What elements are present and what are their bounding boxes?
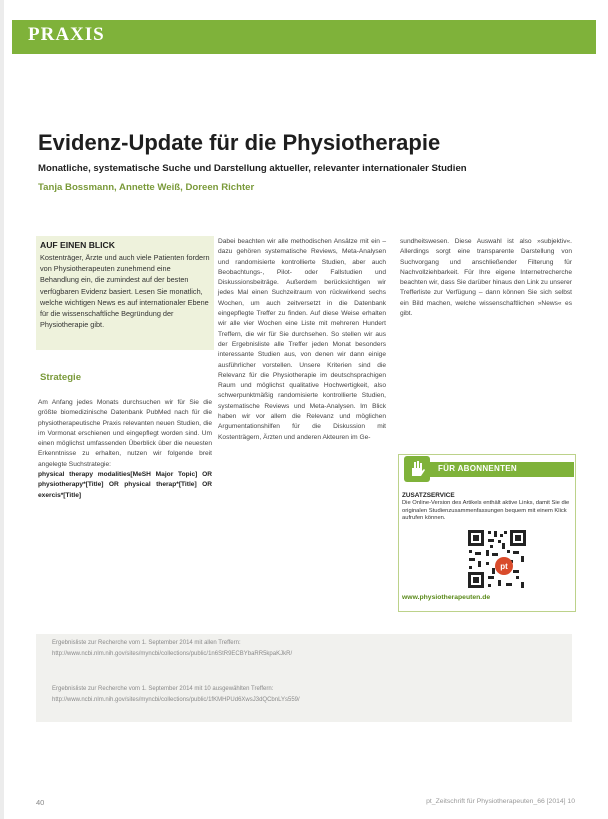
search-results-note-2: Ergebnisliste zur Recherche vom 1. September 2014 mit 10 ausgewählten Treffern: — [52, 686, 274, 692]
article-title: Evidenz-Update für die Physiotherapie — [38, 130, 441, 155]
body-column-1 — [38, 398, 212, 501]
article-subtitle: Monatliche, systematische Suche und Darstellung aktueller, relevanter internationaler Studien — [38, 163, 467, 174]
search-results-link-1[interactable]: http://www.ncbi.nlm.nih.gov/sites/myncbi/collections/public/1n6StR9ECBYbaRR5kpaKJkR/ — [52, 651, 293, 657]
journal-footer: pt_Zeitschrift für Physiotherapeuten_66 [2014] 10 — [426, 798, 575, 805]
column-1-text: Am Anfang jedes Monats durchsuchen wir für Sie die größte biomedizinische Datenbank PubMed nach für die physiotherapeutische Praxis relevanten neuen Studien, die im Vormonat erschienen und eingepflegt worden sind. Um einen möglichst umfassenden Überblick über die neuesten Erkenntnisse zu erhalten, nutzen wir folgende breit angelegte Suchstrategie: — [38, 399, 212, 468]
svg-text:pt: pt — [500, 562, 508, 571]
summary-box-text: Kostenträger, Ärzte und auch viele Patienten fordern von Physiotherapeuten zunehmend eine Behandlung ein, die zumindest auf der besten verfügbaren Evidenz basiert. Lesen Sie monatlich, welche wichtigen News es auf internationaler Ebene für die wissenschaftliche Begründung der Physiotherapie gibt. — [40, 253, 210, 330]
website-link[interactable]: www.physiotherapeuten.de — [402, 594, 491, 601]
section-label: PRAXIS — [28, 24, 105, 45]
page-number: 40 — [36, 798, 45, 807]
search-results-note-1: Ergebnisliste zur Recherche vom 1. September 2014 mit allen Treffern: — [52, 640, 241, 646]
search-results-box — [36, 634, 572, 722]
subscriber-bar-label: FÜR ABONNENTEN — [438, 464, 518, 473]
qr-code-icon[interactable] — [466, 528, 528, 590]
body-column-3: sundheitswesen. Diese Auswahl ist also »subjektiv«. Allerdings sorgt eine transparente Darstellung von Suchvorgang und anschließender Filterung für Nachvollziehbarkeit. Für Ihre eigene Internetrecherche beachten wir, dass Sie darüber hinaus den Link zu unserer Trefferliste zur Verfügung – dann können Sie sich selbst ein Bild machen, welche wissenschaftlichen »News« es gibt. — [400, 238, 572, 318]
section-heading: Strategie — [40, 372, 82, 383]
article-authors: Tanja Bossmann, Annette Weiß, Doreen Richter — [38, 182, 255, 193]
summary-box-title: AUF EINEN BLICK — [40, 240, 115, 250]
body-column-2: Dabei beachten wir alle methodischen Ansätze mit ein – dazu gehören systematische Reviews, Meta-Analysen und randomisierte kontrollierte Studien, aber auch Beobachtungs-, Pilot- oder Fallstudien und Diskussionsbeiträge. Außerdem berücksichtigen wir jedes Mal einen Suchzeitraum von rückwirkend sechs Wochen, um auch zeitversetzt in die Datenbank eingepflegte Treffer zu finden. Auf diese Weise erhalten wir alle vier Wochen eine Liste mit mehreren Hundert Treffern, die wir für Sie durchsehen. So stellen wir aus der Ergebnisliste alle Treffer jeden Monat besonders interessante Studien aus, von denen wir dann einige ausführlicher vorstellen. Unsere Kriterien sind die Relevanz für die Physiotherapie im deutschsprachigen Raum und möglichst qualitative Hochwertigkeit, also schwerpunktmäßig randomisierte kontrollierte Studien, systematische Reviews und Meta-Analysen. Im Blick haben wir vor allem die Relevanz und möglichen Argumentationshilfen für die Diskussion mit Kostenträgern, Ärzten und anderen Akteuren im Ge- — [218, 238, 386, 441]
zusatzservice-text: Die Online-Version des Artikels enthält aktive Links, damit Sie die originalen Studienzusammenfassungen bequem mit einem Klick aufrufen können. — [402, 500, 570, 522]
search-results-link-2[interactable]: http://www.ncbi.nlm.nih.gov/sites/myncbi/collections/public/1fKMHPUd6XwsJ3dQCbnLYs559/ — [52, 697, 300, 703]
zusatzservice-label: ZUSATZSERVICE — [402, 492, 455, 499]
search-strategy-text: physical therapy modalities[MeSH Major Topic] OR physiotherapy*[Title] OR physical therap*[Title] OR exercis*[Title] — [38, 471, 212, 499]
hand-icon — [404, 456, 430, 482]
page-edge-shadow — [0, 0, 4, 819]
